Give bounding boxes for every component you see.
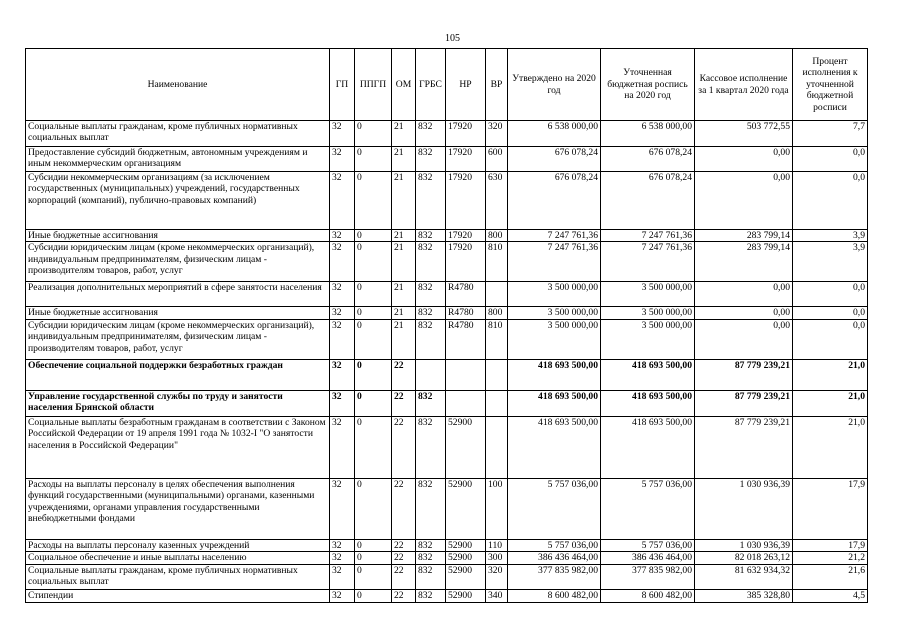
row-approved: 8 600 482,00 — [508, 589, 601, 602]
col-header-nr: НР — [446, 49, 486, 121]
row-refined: 377 835 982,00 — [601, 564, 695, 589]
row-percent: 0,0 — [793, 307, 868, 319]
row-vr — [486, 390, 508, 416]
table-row — [26, 147, 868, 172]
budget-table — [25, 48, 868, 603]
row-ppgp: 0 — [355, 564, 392, 589]
row-approved: 3 500 000,00 — [508, 282, 601, 307]
row-gp: 32 — [330, 319, 355, 359]
table-row — [26, 319, 868, 359]
row-percent: 21,6 — [793, 564, 868, 589]
row-grbs — [416, 359, 446, 390]
row-grbs: 832 — [416, 147, 446, 172]
row-grbs: 832 — [416, 390, 446, 416]
row-vr: 100 — [486, 478, 508, 539]
row-approved: 6 538 000,00 — [508, 121, 601, 147]
row-refined: 6 538 000,00 — [601, 121, 695, 147]
row-cash: 87 779 239,21 — [695, 390, 793, 416]
col-header-gp: ГП — [330, 49, 355, 121]
row-approved: 386 436 464,00 — [508, 552, 601, 564]
col-header-om: ОМ — [392, 49, 416, 121]
row-om: 22 — [392, 589, 416, 602]
row-cash: 1 030 936,39 — [695, 539, 793, 551]
row-om: 22 — [392, 416, 416, 478]
row-refined: 418 693 500,00 — [601, 359, 695, 390]
row-ppgp: 0 — [355, 307, 392, 319]
row-percent: 4,5 — [793, 589, 868, 602]
row-grbs: 832 — [416, 478, 446, 539]
row-om: 21 — [392, 147, 416, 172]
row-ppgp: 0 — [355, 552, 392, 564]
row-gp: 32 — [330, 282, 355, 307]
row-percent: 7,7 — [793, 121, 868, 147]
row-name: Субсидии некоммерческим организациям (за исключением государственных (муниципальных) учреждений, государственных корпораций (компаний), публично-правовых компаний) — [26, 172, 330, 230]
row-refined: 3 500 000,00 — [601, 319, 695, 359]
col-header-refined: Уточненная бюджетная роспись на 2020 год — [601, 49, 695, 121]
row-nr: 52900 — [446, 589, 486, 602]
row-grbs: 832 — [416, 172, 446, 230]
row-cash: 0,00 — [695, 282, 793, 307]
row-gp: 32 — [330, 147, 355, 172]
table-row — [26, 416, 868, 478]
row-nr: 17920 — [446, 121, 486, 147]
row-name: Социальное обеспечение и иные выплаты населению — [26, 552, 330, 564]
row-om: 22 — [392, 539, 416, 551]
row-percent: 3,9 — [793, 230, 868, 242]
row-nr: 52900 — [446, 552, 486, 564]
row-vr: 800 — [486, 230, 508, 242]
row-vr — [486, 359, 508, 390]
row-om: 21 — [392, 319, 416, 359]
table-row — [26, 390, 868, 416]
row-percent: 17,9 — [793, 478, 868, 539]
row-vr: 340 — [486, 589, 508, 602]
row-gp: 32 — [330, 230, 355, 242]
row-cash: 81 632 934,32 — [695, 564, 793, 589]
row-approved: 418 693 500,00 — [508, 390, 601, 416]
row-gp: 32 — [330, 589, 355, 602]
row-vr: 320 — [486, 564, 508, 589]
row-name: Субсидии юридическим лицам (кроме некоммерческих организаций), индивидуальным предпринимателям, физическим лицам - производителям товаров, работ, услуг — [26, 242, 330, 282]
table-row — [26, 121, 868, 147]
col-header-ppgp: ППГП — [355, 49, 392, 121]
row-approved: 5 757 036,00 — [508, 539, 601, 551]
row-grbs: 832 — [416, 564, 446, 589]
row-grbs: 832 — [416, 319, 446, 359]
row-nr: 17920 — [446, 172, 486, 230]
row-refined: 3 500 000,00 — [601, 307, 695, 319]
row-vr — [486, 282, 508, 307]
row-gp: 32 — [330, 416, 355, 478]
table-row — [26, 359, 868, 390]
table-row — [26, 172, 868, 230]
row-om: 21 — [392, 242, 416, 282]
row-grbs: 832 — [416, 230, 446, 242]
row-cash: 385 328,80 — [695, 589, 793, 602]
row-percent: 0,0 — [793, 147, 868, 172]
row-name: Субсидии юридическим лицам (кроме некоммерческих организаций), индивидуальным предпринимателям, физическим лицам - производителям товаров, работ, услуг — [26, 319, 330, 359]
table-row — [26, 539, 868, 551]
row-refined: 7 247 761,36 — [601, 242, 695, 282]
row-ppgp: 0 — [355, 319, 392, 359]
col-header-name: Наименование — [26, 49, 330, 121]
row-cash: 87 779 239,21 — [695, 416, 793, 478]
row-cash: 0,00 — [695, 307, 793, 319]
row-refined: 5 757 036,00 — [601, 478, 695, 539]
row-ppgp: 0 — [355, 242, 392, 282]
row-om: 22 — [392, 359, 416, 390]
row-refined: 5 757 036,00 — [601, 539, 695, 551]
row-nr: 17920 — [446, 242, 486, 282]
row-refined: 8 600 482,00 — [601, 589, 695, 602]
row-om: 21 — [392, 307, 416, 319]
row-cash: 87 779 239,21 — [695, 359, 793, 390]
row-cash: 0,00 — [695, 172, 793, 230]
row-name: Иные бюджетные ассигнования — [26, 230, 330, 242]
row-cash: 0,00 — [695, 319, 793, 359]
col-header-percent: Процент исполнения к уточненной бюджетной росписи — [793, 49, 868, 121]
row-gp: 32 — [330, 552, 355, 564]
row-refined: 7 247 761,36 — [601, 230, 695, 242]
row-name: Расходы на выплаты персоналу в целях обеспечения выполнения функций государственными (муниципальными) органами, казенными учреждениями, органами управления государственными внебюджетными фондами — [26, 478, 330, 539]
row-nr: R4780 — [446, 319, 486, 359]
table-body — [26, 121, 868, 603]
row-refined: 3 500 000,00 — [601, 282, 695, 307]
row-gp: 32 — [330, 242, 355, 282]
row-cash: 82 018 263,12 — [695, 552, 793, 564]
row-gp: 32 — [330, 172, 355, 230]
row-vr: 600 — [486, 147, 508, 172]
row-refined: 386 436 464,00 — [601, 552, 695, 564]
table-header-row — [26, 49, 868, 121]
row-refined: 418 693 500,00 — [601, 390, 695, 416]
row-name: Социальные выплаты гражданам, кроме публичных нормативных социальных выплат — [26, 564, 330, 589]
row-name: Обеспечение социальной поддержки безработных граждан — [26, 359, 330, 390]
row-gp: 32 — [330, 539, 355, 551]
row-nr: 52900 — [446, 564, 486, 589]
row-name: Предоставление субсидий бюджетным, автономным учреждениям и иным некоммерческим организациям — [26, 147, 330, 172]
row-refined: 418 693 500,00 — [601, 416, 695, 478]
row-ppgp: 0 — [355, 359, 392, 390]
row-name: Социальные выплаты безработным гражданам в соответствии с Законом Российской Федерации от 19 апреля 1991 года № 1032-I "О занятости населения в Российской Федерации" — [26, 416, 330, 478]
row-vr: 300 — [486, 552, 508, 564]
row-nr: 52900 — [446, 416, 486, 478]
col-header-grbs: ГРБС — [416, 49, 446, 121]
row-name: Иные бюджетные ассигнования — [26, 307, 330, 319]
row-grbs: 832 — [416, 552, 446, 564]
row-percent: 21,0 — [793, 359, 868, 390]
row-ppgp: 0 — [355, 230, 392, 242]
col-header-cash: Кассовое исполнение за 1 квартал 2020 года — [695, 49, 793, 121]
row-nr: R4780 — [446, 282, 486, 307]
row-ppgp: 0 — [355, 589, 392, 602]
row-vr — [486, 416, 508, 478]
row-grbs: 832 — [416, 416, 446, 478]
row-om: 22 — [392, 478, 416, 539]
row-approved: 7 247 761,36 — [508, 230, 601, 242]
row-cash: 503 772,55 — [695, 121, 793, 147]
row-grbs: 832 — [416, 589, 446, 602]
row-gp: 32 — [330, 307, 355, 319]
row-approved: 676 078,24 — [508, 147, 601, 172]
row-name: Реализация дополнительных мероприятий в сфере занятости населения — [26, 282, 330, 307]
row-vr: 800 — [486, 307, 508, 319]
row-ppgp: 0 — [355, 390, 392, 416]
row-nr: 52900 — [446, 539, 486, 551]
row-approved: 3 500 000,00 — [508, 319, 601, 359]
row-gp: 32 — [330, 478, 355, 539]
row-refined: 676 078,24 — [601, 172, 695, 230]
row-grbs: 832 — [416, 307, 446, 319]
row-ppgp: 0 — [355, 282, 392, 307]
row-om: 21 — [392, 172, 416, 230]
table-row — [26, 589, 868, 602]
col-header-vr: ВР — [486, 49, 508, 121]
row-nr: R4780 — [446, 307, 486, 319]
row-cash: 283 799,14 — [695, 242, 793, 282]
row-approved: 7 247 761,36 — [508, 242, 601, 282]
row-name: Расходы на выплаты персоналу казенных учреждений — [26, 539, 330, 551]
row-gp: 32 — [330, 564, 355, 589]
row-vr: 810 — [486, 242, 508, 282]
row-cash: 1 030 936,39 — [695, 478, 793, 539]
table-row — [26, 307, 868, 319]
row-nr: 17920 — [446, 230, 486, 242]
row-ppgp: 0 — [355, 478, 392, 539]
row-approved: 418 693 500,00 — [508, 416, 601, 478]
table-row — [26, 564, 868, 589]
row-grbs: 832 — [416, 539, 446, 551]
row-om: 21 — [392, 121, 416, 147]
row-cash: 0,00 — [695, 147, 793, 172]
row-percent: 17,9 — [793, 539, 868, 551]
row-name: Социальные выплаты гражданам, кроме публичных нормативных социальных выплат — [26, 121, 330, 147]
table-row — [26, 282, 868, 307]
row-cash: 283 799,14 — [695, 230, 793, 242]
col-header-approved: Утверждено на 2020 год — [508, 49, 601, 121]
row-gp: 32 — [330, 390, 355, 416]
row-grbs: 832 — [416, 282, 446, 307]
row-gp: 32 — [330, 359, 355, 390]
row-percent: 0,0 — [793, 172, 868, 230]
row-ppgp: 0 — [355, 147, 392, 172]
row-approved: 5 757 036,00 — [508, 478, 601, 539]
row-nr — [446, 390, 486, 416]
table-row — [26, 478, 868, 539]
row-gp: 32 — [330, 121, 355, 147]
row-ppgp: 0 — [355, 539, 392, 551]
row-om: 22 — [392, 390, 416, 416]
row-refined: 676 078,24 — [601, 147, 695, 172]
row-om: 22 — [392, 552, 416, 564]
row-ppgp: 0 — [355, 121, 392, 147]
row-vr: 110 — [486, 539, 508, 551]
row-ppgp: 0 — [355, 172, 392, 230]
row-approved: 377 835 982,00 — [508, 564, 601, 589]
row-grbs: 832 — [416, 242, 446, 282]
table-row — [26, 552, 868, 564]
row-om: 21 — [392, 230, 416, 242]
row-name: Стипендии — [26, 589, 330, 602]
row-vr: 630 — [486, 172, 508, 230]
row-percent: 21,0 — [793, 416, 868, 478]
row-vr: 320 — [486, 121, 508, 147]
row-nr: 17920 — [446, 147, 486, 172]
row-nr: 52900 — [446, 478, 486, 539]
row-name: Управление государственной службы по труду и занятости населения Брянской области — [26, 390, 330, 416]
row-approved: 676 078,24 — [508, 172, 601, 230]
table-row — [26, 230, 868, 242]
row-approved: 3 500 000,00 — [508, 307, 601, 319]
row-percent: 0,0 — [793, 319, 868, 359]
row-ppgp: 0 — [355, 416, 392, 478]
row-percent: 21,2 — [793, 552, 868, 564]
row-approved: 418 693 500,00 — [508, 359, 601, 390]
row-om: 21 — [392, 282, 416, 307]
row-om: 22 — [392, 564, 416, 589]
row-percent: 21,0 — [793, 390, 868, 416]
table-row — [26, 242, 868, 282]
row-percent: 3,9 — [793, 242, 868, 282]
page-number: 105 — [445, 33, 460, 44]
row-grbs: 832 — [416, 121, 446, 147]
row-percent: 0,0 — [793, 282, 868, 307]
row-vr: 810 — [486, 319, 508, 359]
row-nr — [446, 359, 486, 390]
